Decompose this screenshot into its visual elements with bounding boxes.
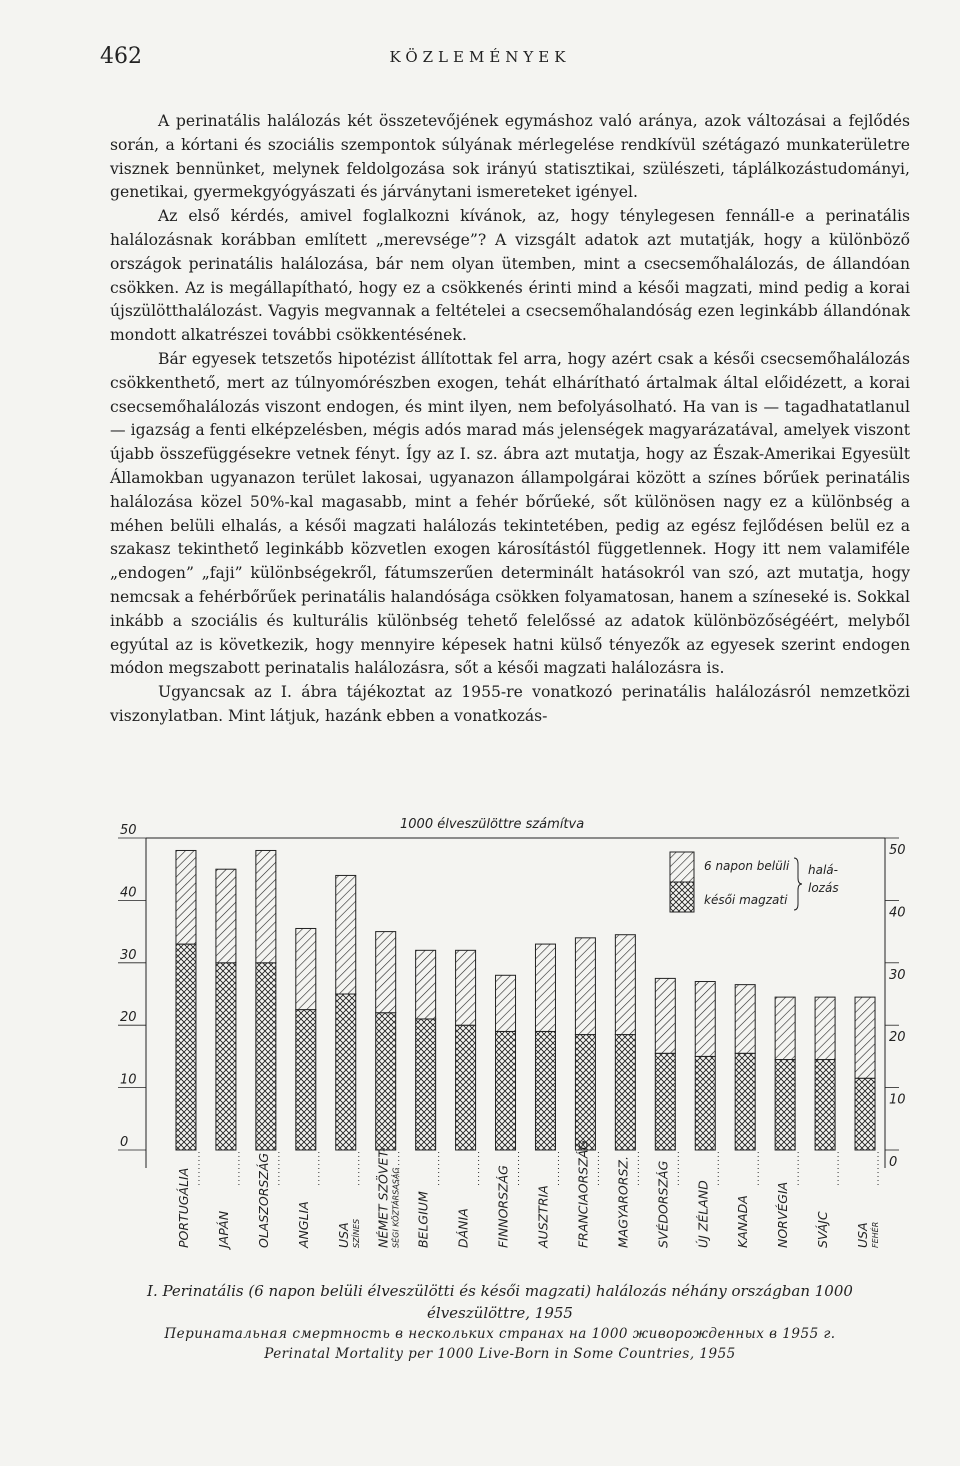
country-label: JAPÁN: [215, 1210, 231, 1248]
caption-russian: Перинатальная смертность в нескольких странах на 1000 живорожденных в 1955 г.: [164, 1326, 836, 1342]
bar-early-neonatal: [176, 850, 196, 944]
bar-late-fetal: [615, 1035, 635, 1150]
country-label: SVÉDORSZÁG: [655, 1160, 671, 1248]
bar-late-fetal: [176, 944, 196, 1150]
bar-late-fetal: [376, 1013, 396, 1150]
body-text: [110, 110, 910, 729]
bar-late-fetal: [456, 1025, 476, 1150]
legend-bracket-label: halá-: [808, 863, 838, 877]
country-label: NORVÉGIA: [775, 1181, 791, 1248]
country-label: DÁNIA: [455, 1208, 471, 1248]
paragraph: A perinatális halálozás két összetevőjének egymáshoz való aránya, azok változásai a fejlődés során, a kórtani és szociális szempontok súlyának mérlegelése rendkívül szétágazó munkaterületre visznek bennünket, melynek feldolgozása sok irányú statisztikai, szülészeti, táplálkozástudományi, genetikai, gyermekgyógyászati és járványtani ismereteket igényel.: [110, 112, 910, 202]
country-label: SVÁJC: [815, 1211, 831, 1248]
legend-label: 6 napon belüli: [704, 859, 790, 873]
bar-early-neonatal: [216, 869, 236, 963]
bar-early-neonatal: [376, 932, 396, 1013]
bar-early-neonatal: [296, 928, 316, 1009]
bar-late-fetal: [575, 1035, 595, 1150]
bar-early-neonatal: [615, 935, 635, 1035]
legend-swatch-early-neonatal: [670, 852, 694, 882]
page-header: [100, 44, 860, 74]
y-tick-label-right: 50: [889, 843, 906, 858]
legend-bracket: [794, 858, 802, 910]
country-sub-label: SÉGI KÖZTÁRSASÁG: [391, 1167, 401, 1248]
y-tick-label-left: 10: [120, 1072, 137, 1088]
caption-hungarian: I. Perinatális (6 napon belüli élveszülötti és késői magzati) halálozás néhány országban 1000 élveszülöttre, 1955: [147, 1282, 853, 1322]
bar-late-fetal: [336, 994, 356, 1150]
bar-late-fetal: [855, 1078, 875, 1150]
country-label: AUSZTRIA: [535, 1185, 551, 1248]
country-label: FRANCIAORSZÁG: [575, 1139, 591, 1248]
country-label: MAGYARORSZ.: [615, 1156, 631, 1248]
bar-late-fetal: [695, 1056, 715, 1150]
country-label: FINNORSZÁG: [495, 1165, 511, 1248]
chart-title: 1000 élveszülöttre számítva: [400, 817, 585, 832]
bar-early-neonatal: [855, 997, 875, 1078]
y-tick-label-right: 0: [889, 1155, 898, 1170]
bar-early-neonatal: [735, 985, 755, 1054]
y-tick-label-left: 0: [120, 1135, 129, 1150]
paragraph: Ugyancsak az I. ábra tájékoztat az 1955-re vonatkozó perinatális halálozásról nemzetközi viszonylatban. Mint látjuk, hazánk ebben a vonatkozás-: [110, 683, 910, 725]
bar-early-neonatal: [815, 997, 835, 1059]
country-label: ANGLIA: [295, 1201, 311, 1248]
y-tick-label-right: 40: [889, 905, 906, 921]
legend-swatch-late-fetal: [670, 882, 694, 912]
paragraph: Az első kérdés, amivel foglalkozni kívánok, az, hogy ténylegesen fennáll-e a perinatális halálozásnak korábban említett „merevsége”? A vizsgált adatok azt mutatják, hogy a különböző országok perinatális halálozása, bár nem olyan ütemben, mint a csecsemőhalálozás, de állandóan csökken. Az is megállapítható, hogy ez a csökkenés érinti mind a késői magzati, mind pedig a korai újszülötthalálozást. Vagyis megvannak a feltételei a csecsemőhalandóság ezen leginkább állandónak mondott alkatrészei további csökkentésének.: [110, 207, 910, 345]
paragraph: Bár egyesek tetszetős hipotézist állítottak fel arra, hogy azért csak a késői csecsemőhalálozás csökkenthető, mert az túlnyomórészben exogen, tehát elhárítható ártalmak által előidézett, a korai csecsemőhalálozás viszont endogen, és mint ilyen, nem befolyásolható. Ha van is — tagadhatatlanul — igazság a fenti elképzelésben, mégis adós marad más jelenségek magyarázatával, amelyek viszont újabb összefüggésekre vetnek fényt. Így az I. sz. ábra azt mutatja, hogy az Észak-Amerikai Egyesült Államokban ugyanazon terület lakosai, ugyanazon állampolgárai között a színes bőrűek perinatális halálozása közel 50%-kal magasabb, mint a fehér bőrűeké, sőt különösen nagy ez a különbség a méhen belüli elhalás, a késői magzati halálozás tekintetében, pedig az egész fejlődésen belül ez a szakasz tekinthető leginkább közvetlen exogen károsítástól függetlennek. Hogy itt nem valamiféle „endogen” „faji” különbségekről, fátumszerűen determinált hatásokról van szó, azt mutatja, hogy nemcsak a fehérbőrűek perinatális halandósága csökken folyamatosan, hanem a színeseké is. Sokkal inkább a szociális és kulturális különbség tehető felelőssé az adatok különbözőségéért, melyből egyútal az is következik, hogy mennyire képesek hatni külső tényezők az egyesek szerint endogen módon megszabott perinatalis halálozásra, sőt a késői magzati halálozásra is.: [110, 349, 910, 678]
running-title: KÖZLEMÉNYEK: [389, 48, 571, 66]
bar-late-fetal: [416, 1019, 436, 1150]
bar-early-neonatal: [416, 950, 436, 1019]
country-label: OLASZORSZÁG: [255, 1152, 271, 1248]
country-label: ÚJ ZÉLAND: [695, 1180, 711, 1248]
bar-early-neonatal: [336, 875, 356, 994]
country-sub-label: FEHÉR: [871, 1221, 881, 1248]
y-tick-label-right: 30: [889, 967, 906, 983]
legend-label: késői magzati: [704, 893, 788, 907]
page-number: 462: [100, 44, 142, 69]
bar-late-fetal: [496, 1031, 516, 1150]
bar-early-neonatal: [695, 982, 715, 1057]
bar-late-fetal: [815, 1060, 835, 1150]
y-tick-label-left: 30: [120, 947, 137, 963]
bar-late-fetal: [296, 1010, 316, 1150]
bar-early-neonatal: [456, 950, 476, 1025]
country-label: KANADA: [735, 1195, 751, 1248]
y-tick-label-left: 50: [120, 823, 137, 838]
caption-english: Perinatal Mortality per 1000 Live-Born in Some Countries, 1955: [264, 1346, 736, 1362]
country-label: PORTUGÁLIA: [175, 1167, 191, 1248]
bar-late-fetal: [655, 1053, 675, 1150]
legend-bracket-label: lozás: [808, 881, 839, 895]
bar-early-neonatal: [256, 850, 276, 962]
bar-early-neonatal: [655, 978, 675, 1053]
bar-late-fetal: [775, 1060, 795, 1150]
y-tick-label-left: 40: [120, 885, 137, 901]
bar-early-neonatal: [535, 944, 555, 1031]
y-tick-label-right: 10: [889, 1092, 906, 1108]
bar-early-neonatal: [496, 975, 516, 1031]
bar-early-neonatal: [775, 997, 795, 1059]
country-label: BELGIUM: [415, 1191, 431, 1248]
bar-late-fetal: [256, 963, 276, 1150]
bar-chart: [100, 800, 920, 1280]
figure-caption: [110, 1280, 890, 1364]
country-label: NÉMET SZÖVET-: [375, 1147, 391, 1248]
figure-perinatal-mortality: [100, 800, 920, 1280]
bar-late-fetal: [735, 1053, 755, 1150]
y-tick-label-right: 20: [889, 1030, 906, 1046]
y-tick-label-left: 20: [120, 1010, 137, 1026]
bar-early-neonatal: [575, 938, 595, 1035]
country-sub-label: SZÍNES: [351, 1218, 361, 1248]
bar-late-fetal: [216, 963, 236, 1150]
country-label: USA: [855, 1222, 871, 1248]
bar-late-fetal: [535, 1031, 555, 1150]
country-label: USA: [335, 1222, 351, 1248]
